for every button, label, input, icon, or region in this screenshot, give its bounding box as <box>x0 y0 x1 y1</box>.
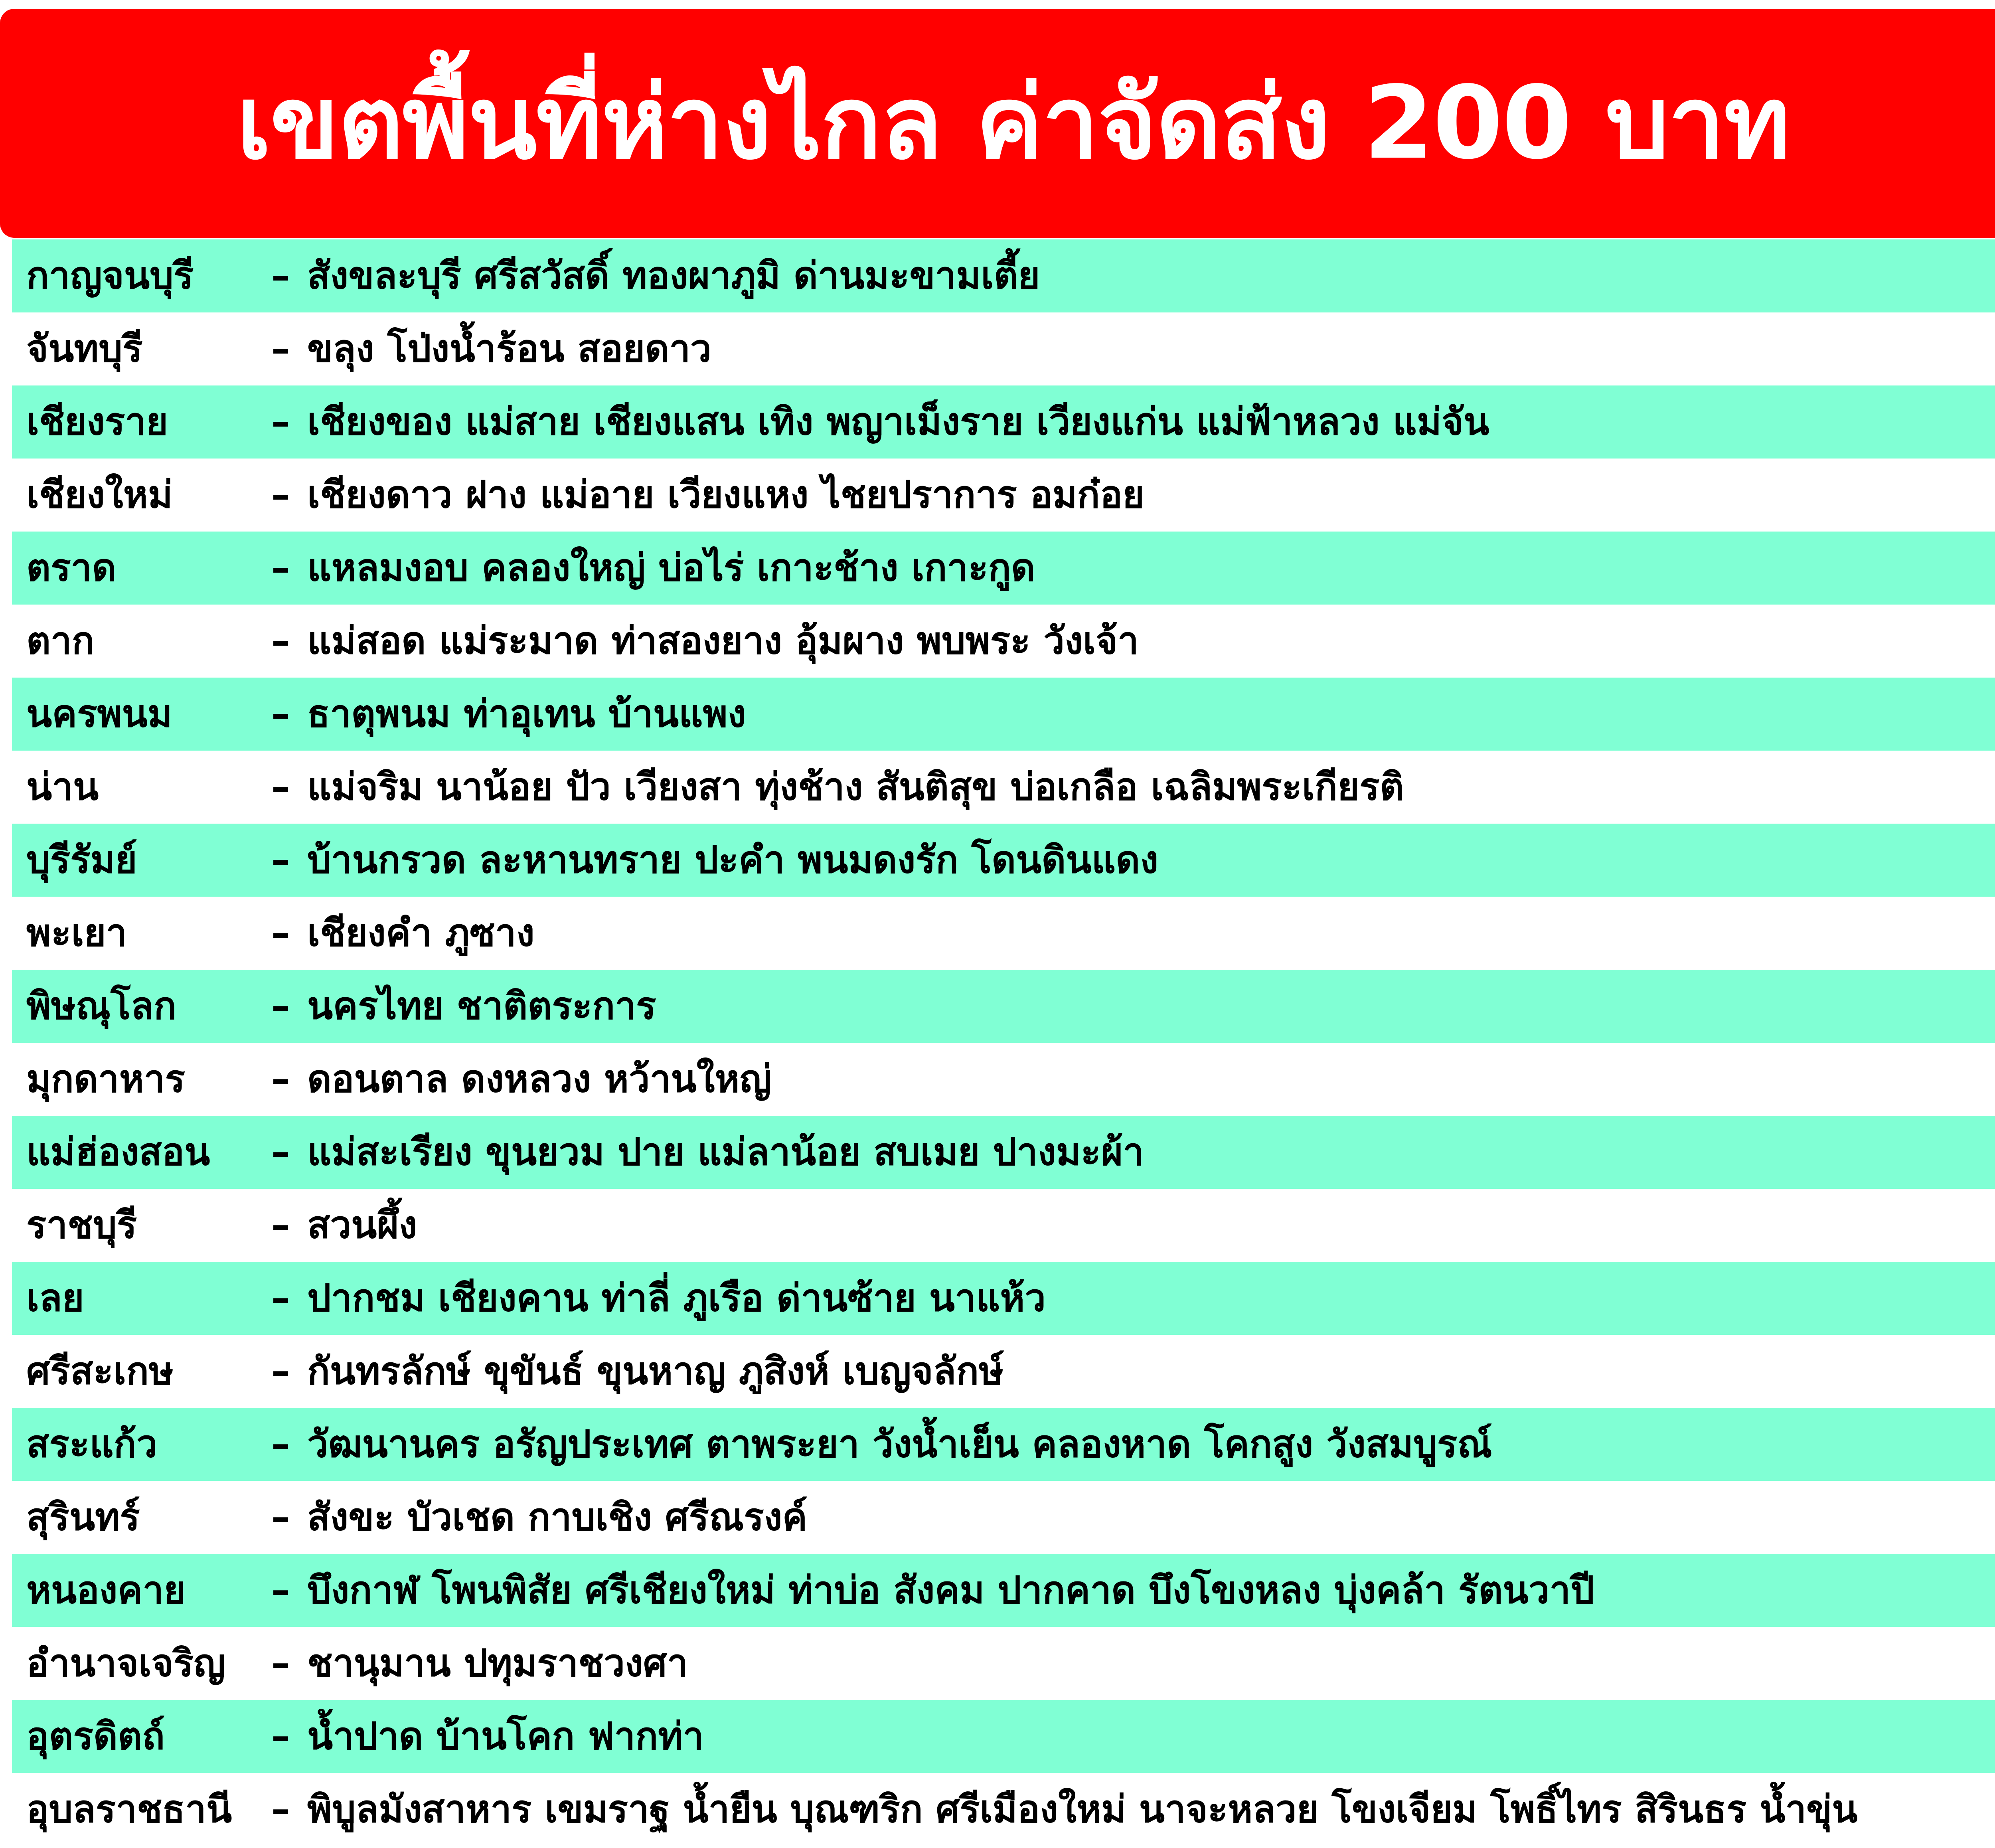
separator-dash: – <box>271 473 290 517</box>
province-name: น่าน <box>26 765 99 809</box>
separator-dash: – <box>271 692 290 736</box>
district-list: พิบูลมังสาหาร เขมราฐ น้ำยืน บุณฑริก ศรีเมืองใหม่ นาจะหลวย โขงเจียม โพธิ์ไทร สิรินธร น้ำขุ่น <box>307 1787 1858 1831</box>
province-name: สุรินทร์ <box>26 1495 140 1539</box>
province-name: นครพนม <box>26 692 172 736</box>
table-row <box>12 1481 1995 1554</box>
district-list: เชียงดาว ฝาง แม่อาย เวียงแหง ไชยปราการ อมก๋อย <box>307 473 1145 517</box>
separator-dash: – <box>271 400 290 444</box>
district-list: สวนผึ้ง <box>307 1203 417 1247</box>
district-list: เชียงคำ ภูซาง <box>307 911 535 955</box>
district-list: แม่จริม นาน้อย ปัว เวียงสา ทุ่งช้าง สันติสุข บ่อเกลือ เฉลิมพระเกียรติ <box>307 765 1404 809</box>
table-row <box>12 1262 1995 1335</box>
province-name: เชียงราย <box>26 400 168 444</box>
province-name: เลย <box>26 1276 84 1320</box>
district-list: ขลุง โป่งน้ำร้อน สอยดาว <box>307 327 712 371</box>
district-list: นครไทย ชาติตระการ <box>307 984 656 1028</box>
table-row <box>12 1554 1995 1627</box>
separator-dash: – <box>271 1714 290 1758</box>
province-name: ตราด <box>26 546 117 590</box>
district-list: สังขละบุรี ศรีสวัสดิ์ ทองผาภูมิ ด่านมะขามเตี้ย <box>307 254 1040 298</box>
separator-dash: – <box>271 1641 290 1685</box>
table-row <box>12 1627 1995 1700</box>
table-row <box>12 239 1995 312</box>
province-name: มุกดาหาร <box>26 1057 185 1101</box>
province-name: พิษณุโลก <box>26 984 177 1028</box>
separator-dash: – <box>271 1057 290 1101</box>
province-district-table <box>12 239 1995 1846</box>
province-name: อุตรดิตถ์ <box>26 1714 165 1758</box>
separator-dash: – <box>271 327 290 371</box>
province-name: บุรีรัมย์ <box>26 838 137 882</box>
separator-dash: – <box>271 1130 290 1174</box>
table-row <box>12 970 1995 1043</box>
separator-dash: – <box>271 1276 290 1320</box>
province-name: เชียงใหม่ <box>26 473 173 517</box>
table-row <box>12 1773 1995 1846</box>
table-row <box>12 459 1995 532</box>
separator-dash: – <box>271 1568 290 1612</box>
separator-dash: – <box>271 765 290 809</box>
province-name: อุบลราชธานี <box>26 1787 232 1831</box>
separator-dash: – <box>271 1349 290 1393</box>
table-row <box>12 1116 1995 1189</box>
province-name: หนองคาย <box>26 1568 186 1612</box>
page-title: เขตพื้นที่ห่างไกล ค่าจัดส่ง 200 บาท <box>237 65 1790 182</box>
table-row <box>12 1700 1995 1773</box>
district-list: ปากชม เชียงคาน ท่าลี่ ภูเรือ ด่านซ้าย นาแห้ว <box>307 1276 1046 1320</box>
table-row <box>12 605 1995 678</box>
district-list: เชียงของ แม่สาย เชียงแสน เทิง พญาเม็งราย เวียงแก่น แม่ฟ้าหลวง แม่จัน <box>307 400 1489 444</box>
table-row <box>12 897 1995 970</box>
separator-dash: – <box>271 619 290 663</box>
district-list: ดอนตาล ดงหลวง หว้านใหญ่ <box>307 1057 772 1101</box>
province-name: อำนาจเจริญ <box>26 1641 226 1685</box>
separator-dash: – <box>271 254 290 298</box>
province-name: จันทบุรี <box>26 327 143 371</box>
separator-dash: – <box>271 1787 290 1831</box>
table-row <box>12 751 1995 824</box>
district-list: น้ำปาด บ้านโคก ฟากท่า <box>307 1714 704 1758</box>
table-row <box>12 385 1995 459</box>
province-name: กาญจนบุรี <box>26 254 194 298</box>
district-list: แม่สอด แม่ระมาด ท่าสองยาง อุ้มผาง พบพระ วังเจ้า <box>307 619 1139 663</box>
separator-dash: – <box>271 1203 290 1247</box>
separator-dash: – <box>271 911 290 955</box>
separator-dash: – <box>271 984 290 1028</box>
table-row <box>12 824 1995 897</box>
table-row <box>12 1043 1995 1116</box>
separator-dash: – <box>271 546 290 590</box>
district-list: แม่สะเรียง ขุนยวม ปาย แม่ลาน้อย สบเมย ปางมะผ้า <box>307 1130 1144 1174</box>
separator-dash: – <box>271 1495 290 1539</box>
table-row <box>12 532 1995 605</box>
table-row <box>12 678 1995 751</box>
province-name: พะเยา <box>26 911 127 955</box>
district-list: บ้านกรวด ละหานทราย ปะคำ พนมดงรัก โดนดินแดง <box>307 838 1159 882</box>
province-name: ราชบุรี <box>26 1203 137 1247</box>
district-list: กันทรลักษ์ ขุขันธ์ ขุนหาญ ภูสิงห์ เบญจลักษ์ <box>307 1349 1004 1393</box>
separator-dash: – <box>271 838 290 882</box>
separator-dash: – <box>271 1422 290 1466</box>
district-list: วัฒนานคร อรัญประเทศ ตาพระยา วังน้ำเย็น คลองหาด โคกสูง วังสมบูรณ์ <box>307 1422 1492 1466</box>
district-list: ชานุมาน ปทุมราชวงศา <box>307 1641 688 1685</box>
table-row <box>12 1335 1995 1408</box>
district-list: ธาตุพนม ท่าอุเทน บ้านแพง <box>307 692 746 736</box>
province-name: ศรีสะเกษ <box>26 1349 174 1393</box>
table-row <box>12 1189 1995 1262</box>
table-row <box>12 312 1995 385</box>
table-row <box>12 1408 1995 1481</box>
header-banner <box>0 9 1995 238</box>
province-name: สระแก้ว <box>26 1422 158 1466</box>
district-list: สังขะ บัวเชด กาบเชิง ศรีณรงค์ <box>307 1495 808 1539</box>
province-name: แม่ฮ่องสอน <box>26 1130 210 1174</box>
province-name: ตาก <box>26 619 95 663</box>
district-list: แหลมงอบ คลองใหญ่ บ่อไร่ เกาะช้าง เกาะกูด <box>307 546 1035 590</box>
district-list: บึงกาฬ โพนพิสัย ศรีเชียงใหม่ ท่าบ่อ สังคม ปากคาด บึงโขงหลง บุ่งคล้า รัตนวาปี <box>307 1568 1594 1612</box>
